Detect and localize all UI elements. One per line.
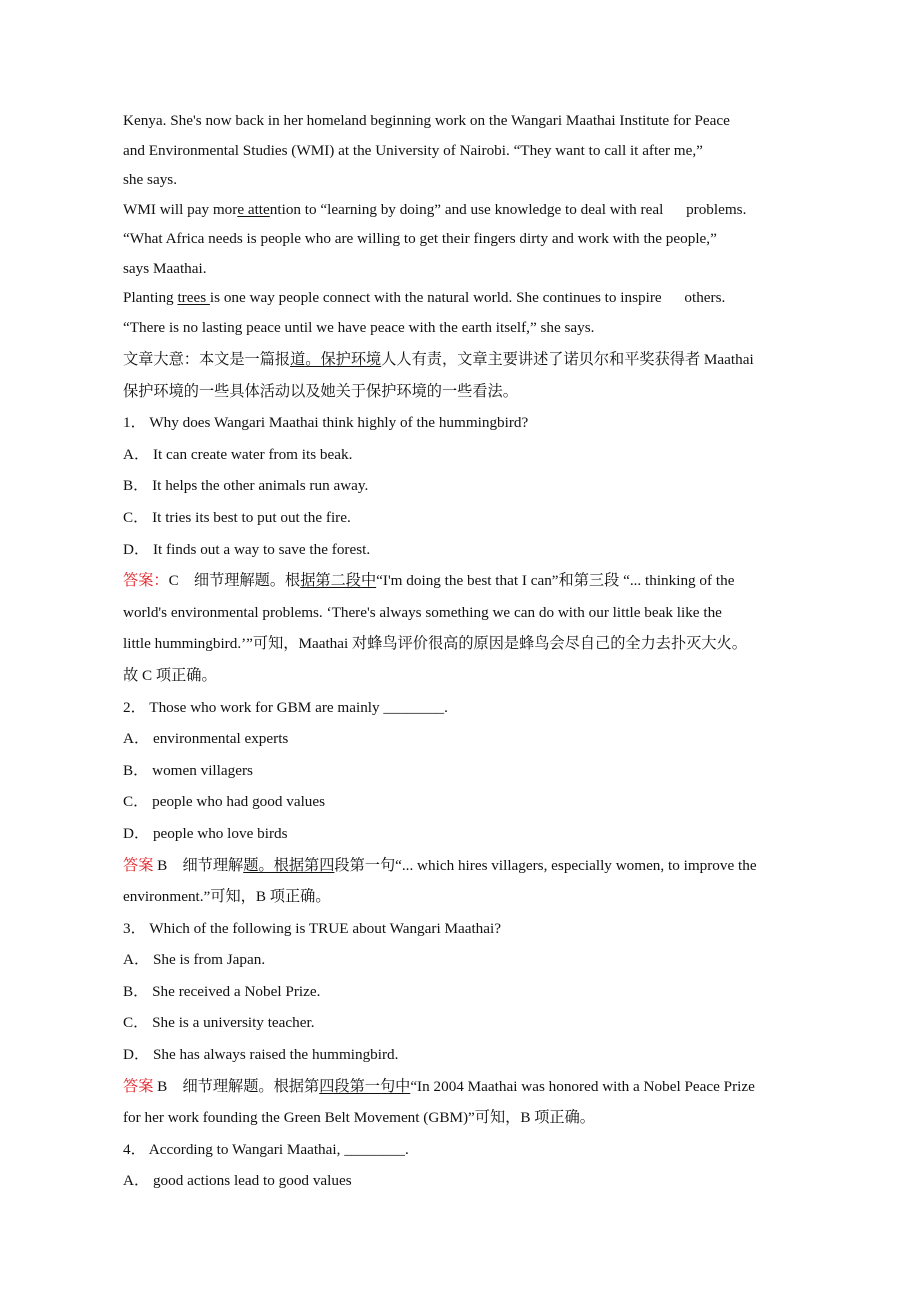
document-page <box>123 106 803 1197</box>
option-b: B． women villagers <box>123 761 253 779</box>
answer-line: world's environmental problems. ‘There's always something we can do with our little beak like the <box>123 603 722 621</box>
text-run: “In 2004 Maathai was honored with a Nobel Peace Prize <box>410 1077 755 1095</box>
text-run: B 细节理解题。根据第 <box>153 1077 320 1095</box>
text-line: Kenya. She's now back in her homeland beginning work on the Wangari Maathai Institute for Peace <box>123 112 730 129</box>
question-2 <box>123 692 803 913</box>
option-a: A． environmental experts <box>123 730 289 748</box>
text-line: she says. <box>123 171 177 188</box>
underlined-text: 道。保护环境 <box>290 351 382 368</box>
text-line: “What Africa needs is people who are willing to get their fingers dirty and work with the people,” <box>123 230 717 247</box>
option-a: A． She is from Japan. <box>123 951 266 969</box>
text-line: and Environmental Studies (WMI) at the University of Nairobi. “They want to call it after me,” <box>123 141 703 159</box>
text-line <box>123 195 803 225</box>
answer-label: 答案： <box>123 572 169 590</box>
question-stem: 1． Why does Wangari Maathai think highly of the hummingbird? <box>123 414 529 432</box>
passage-paragraph-2 <box>123 195 803 284</box>
answer-line <box>123 565 803 597</box>
question-4 <box>123 1134 803 1197</box>
answer-line: for her work founding the Green Belt Movement (GBM)”可知，B 项正确。 <box>123 1109 595 1127</box>
text-run: is one way people connect with the natural world. She continues to inspire others. <box>209 289 726 306</box>
answer-line <box>123 850 803 882</box>
text-line: says Maathai. <box>123 259 207 277</box>
answer-line: little hummingbird.’”可知，Maathai 对蜂鸟评价很高的原因是蜂鸟会尽自己的全力去扑灭大火。 <box>123 635 747 653</box>
option-b: B． She received a Nobel Prize. <box>123 982 321 1000</box>
answer-line: environment.”可知，B 项正确。 <box>123 888 331 906</box>
underlined-text: trees <box>177 289 210 306</box>
question-stem: 2． Those who work for GBM are mainly ________. <box>123 698 448 716</box>
text-run: Planting <box>123 289 178 306</box>
option-c: C． It tries its best to put out the fire. <box>123 508 351 526</box>
option-b: B． It helps the other animals run away. <box>123 477 369 495</box>
text-run: C 细节理解题。根 <box>168 572 301 590</box>
underlined-text: 据第二段中 <box>300 572 377 590</box>
question-3 <box>123 913 803 1134</box>
answer-line <box>123 1071 803 1103</box>
option-a: A． It can create water from its beak. <box>123 445 353 463</box>
text-line: 保护环境的一些具体活动以及她关于保护环境的一些看法。 <box>123 382 518 400</box>
text-run: ntion to “learning by doing” and use knowledge to deal with real problems. <box>269 200 747 218</box>
underlined-text: 四段第一句中 <box>319 1077 411 1095</box>
answer-label: 答案 <box>123 856 154 874</box>
text-run: “I'm doing the best that I can”和第三段 “... thinking of the <box>376 572 735 590</box>
article-summary <box>123 344 803 407</box>
underlined-text: 题。根据第四 <box>243 856 335 874</box>
text-line <box>123 344 803 376</box>
text-run: 人人有责，文章主要讲述了诺贝尔和平奖获得者 Maathai <box>381 351 754 368</box>
option-c: C． people who had good values <box>123 793 326 811</box>
text-run: WMI will pay mor <box>123 200 238 218</box>
answer-label: 答案 <box>123 1077 154 1095</box>
option-c: C． She is a university teacher. <box>123 1014 315 1032</box>
text-run: 段第一句“... which hires villagers, especially women, to improve the <box>334 856 757 874</box>
answer-line: 故 C 项正确。 <box>123 666 217 684</box>
text-line <box>123 283 803 313</box>
question-1 <box>123 407 803 691</box>
question-stem: 4． According to Wangari Maathai, ________. <box>123 1140 409 1158</box>
text-line: “There is no lasting peace until we have peace with the earth itself,” she says. <box>123 318 595 336</box>
text-run: 文章大意：本文是一篇报 <box>123 351 291 368</box>
question-stem: 3． Which of the following is TRUE about Wangari Maathai? <box>123 919 501 937</box>
option-d: D． people who love birds <box>123 824 288 842</box>
option-a: A． good actions lead to good values <box>123 1172 352 1190</box>
option-d: D． It finds out a way to save the forest. <box>123 540 371 558</box>
passage-paragraph-3 <box>123 283 803 342</box>
option-d: D． She has always raised the hummingbird. <box>123 1046 399 1064</box>
text-run: B 细节理解 <box>153 856 244 874</box>
underlined-text: e atte <box>237 200 270 218</box>
passage-paragraph-1 <box>123 106 803 195</box>
